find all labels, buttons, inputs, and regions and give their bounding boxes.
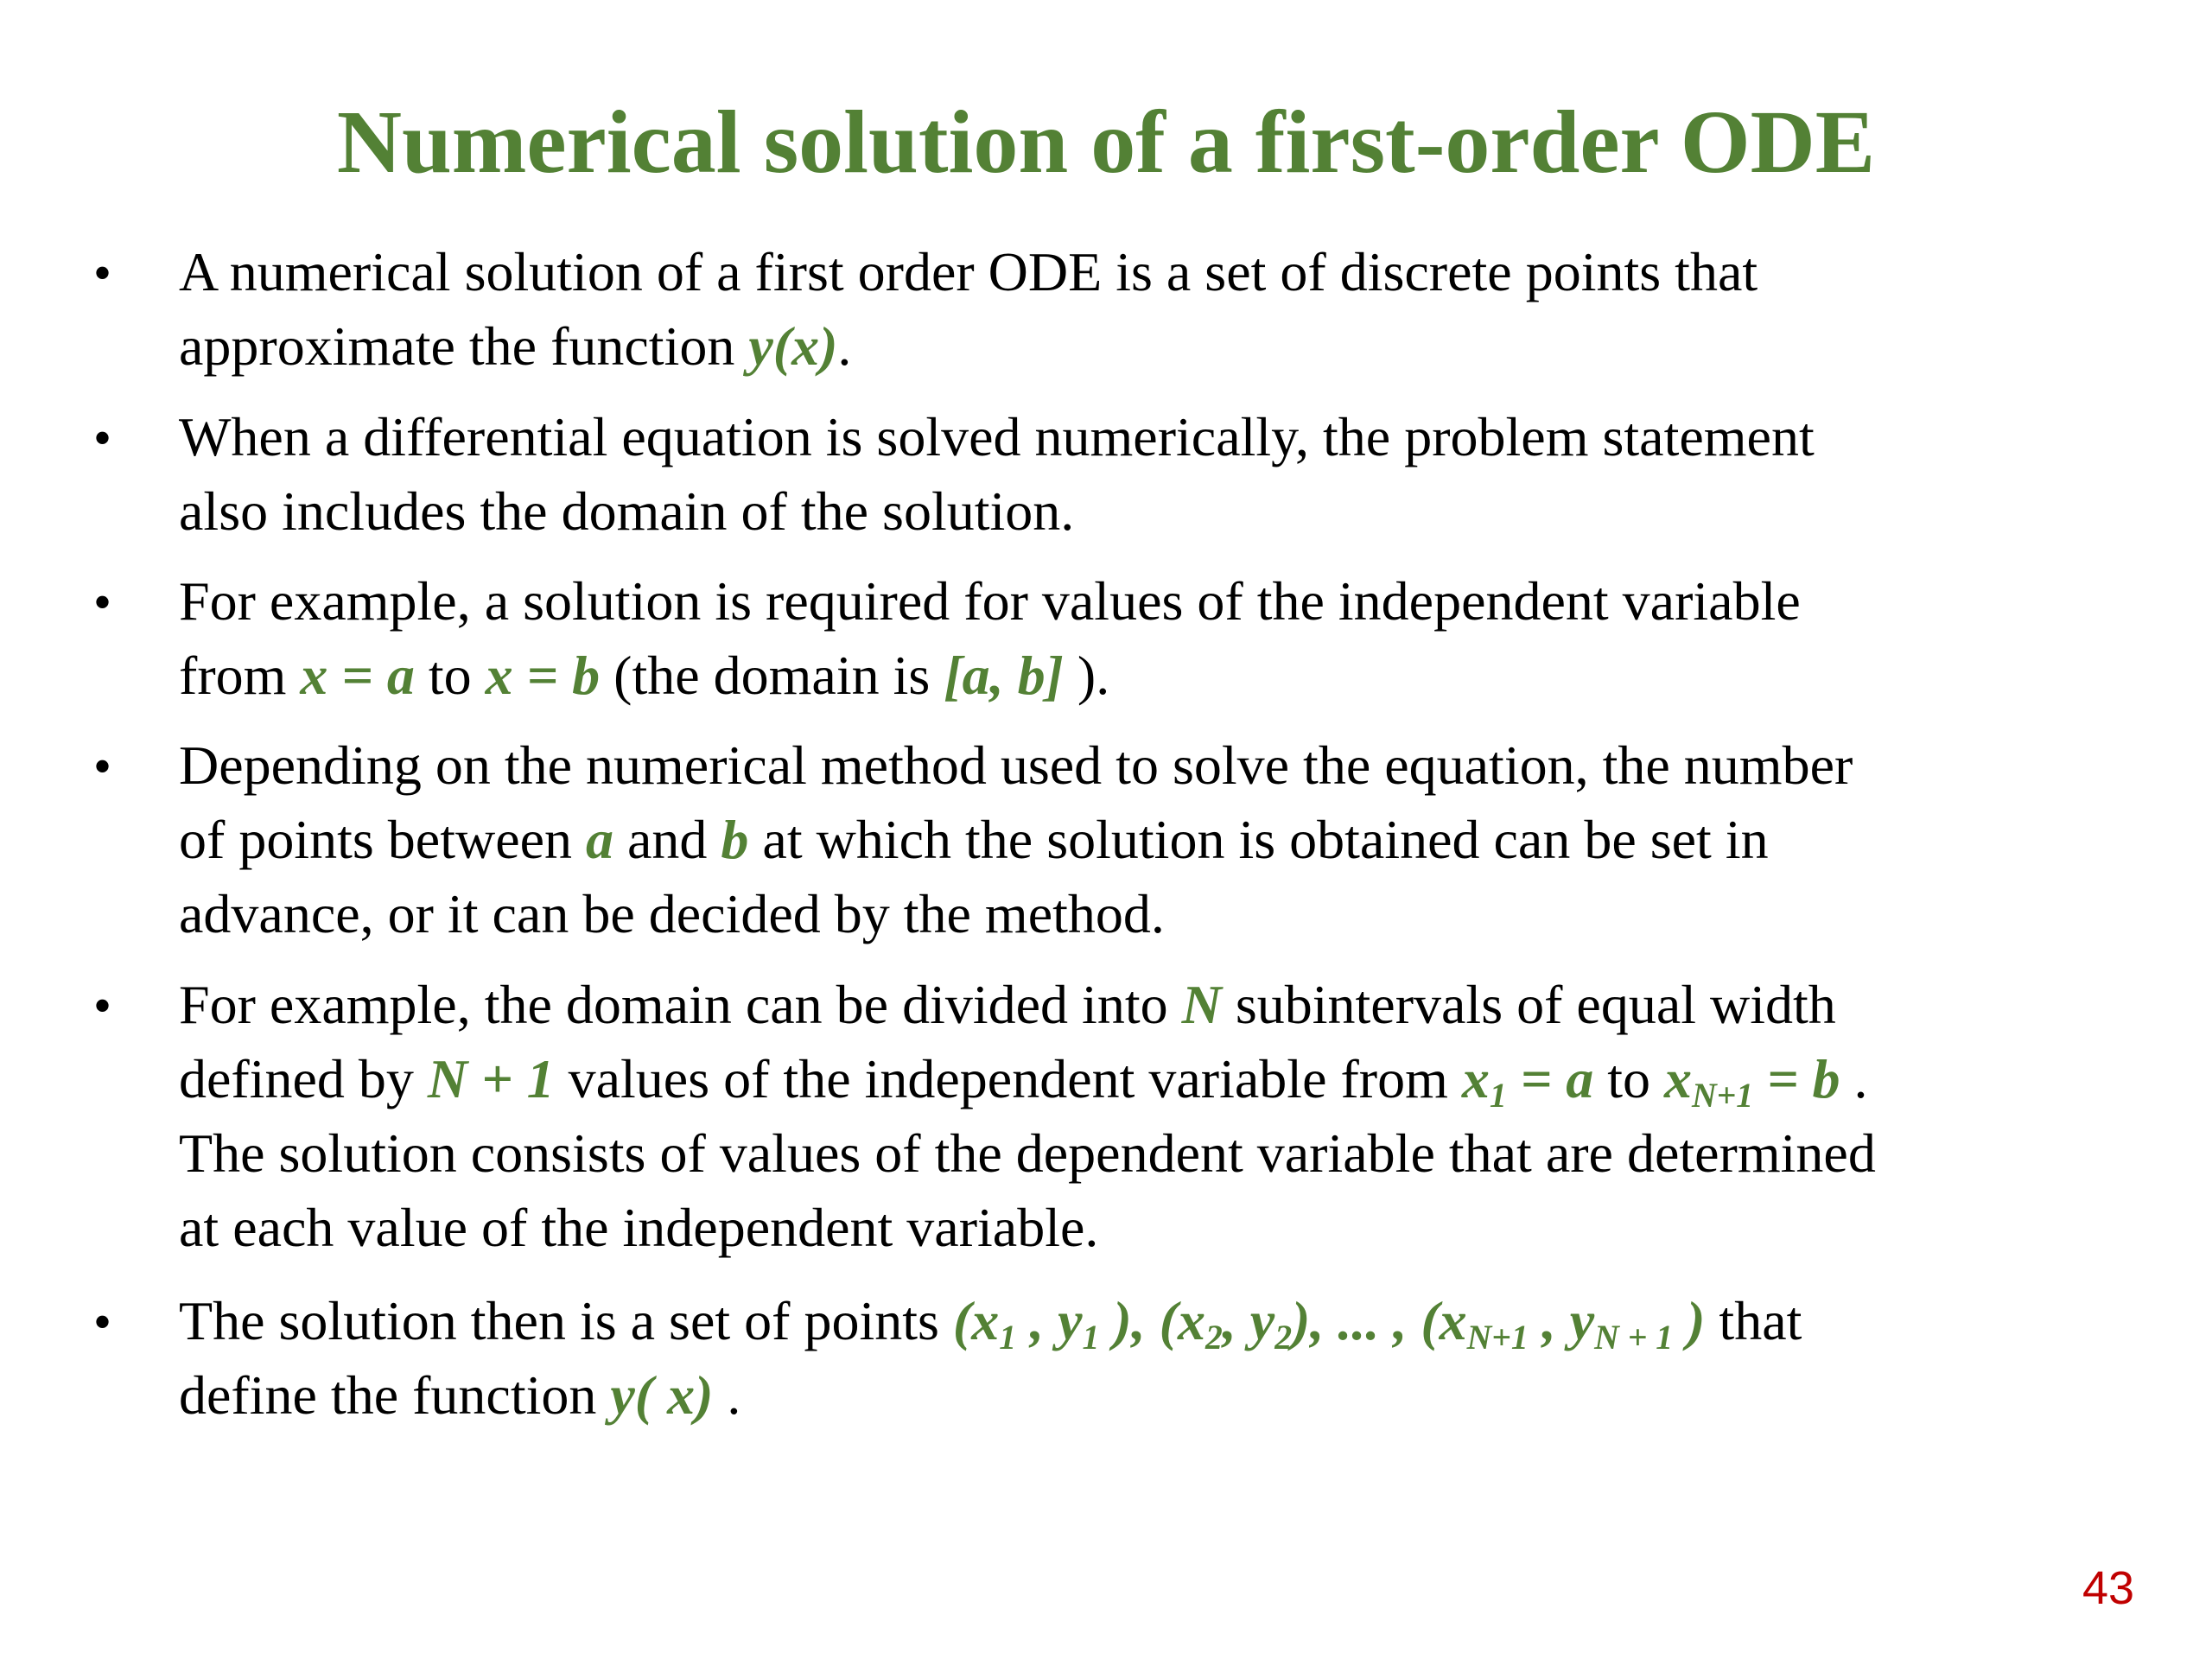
slide-title: Numerical solution of a first-order ODE [336,92,1876,192]
bullet-6-line-2 [179,1358,2114,1433]
bullet-5-text-to: to [1593,1048,1664,1109]
bullet-6-text-define: define the function [179,1364,611,1426]
math-point-subscript: 1 [999,1319,1017,1357]
bullet-4-line-3 [179,877,2114,951]
math-y-of-x-2: y( x) [610,1364,714,1426]
bullet-3-text-to: to [414,645,486,706]
math-point-subscript: 1 [1082,1319,1100,1357]
bullet-2-text: When a differential equation is solved numerically, the problem statement [179,406,1815,467]
math-point-part: ), ... , (x [1292,1290,1467,1351]
bullet-6-text-that: that [1705,1290,1802,1351]
math-xN1-base: x [1663,1048,1692,1109]
bullet-5-line-4 [179,1191,2114,1265]
bullet-5-text-cont: The solution consists of values of the dependent variable that are determined [179,1122,1876,1184]
bullet-4-text-and: and [613,809,721,870]
bullet-2-text-cont: also includes the domain of the solution. [179,480,1075,542]
bullet-6-line-1 [179,1284,2114,1358]
page-number: 43 [2082,1562,2135,1614]
math-point-part: (x [952,1290,1000,1351]
math-a: a [586,809,613,870]
math-N: N [1181,974,1222,1035]
math-point-set [952,1290,1706,1357]
bullet-4-text-of-points: of points between [179,809,586,870]
bullet-1-text-pre: approximate the function [179,315,749,377]
bullet-1-line-1 [179,235,2114,309]
bullet-5-line-3 [179,1116,2114,1191]
math-xN1-equals-b [1663,1048,1840,1116]
bullet-dot-icon: • [93,245,112,302]
bullet-4-line-2 [179,803,2114,877]
math-N-plus-1: N + 1 [427,1048,555,1109]
bullet-1-text-post: . [837,315,852,377]
math-point-subscript: 2 [1274,1319,1293,1357]
math-point-part: ) [1673,1290,1706,1351]
math-x1-rest: = a [1506,1048,1594,1109]
bullet-1-text: A numerical solution of a first order ODE is a set of discrete points that [179,241,1758,302]
math-point-part: ), (x [1099,1290,1205,1351]
bullet-4-text: Depending on the numerical method used to solve the equation, the number [179,734,1853,796]
bullet-5-line-2 [179,1042,2114,1116]
bullet-dot-icon: • [93,738,112,795]
bullet-4-text-rest: at which the solution is obtained can be set in [748,809,1769,870]
bullet-5-text-values: values of the independent variable from [554,1048,1462,1109]
math-point-part: , y [1222,1290,1275,1351]
bullet-6-text-end: . [713,1364,741,1426]
bullet-3-text-from: from [179,645,301,706]
math-point-subscript: 2 [1205,1319,1223,1357]
bullet-5-text-dot: . [1840,1048,1868,1109]
math-x1-base: x [1461,1048,1490,1109]
bullet-4-line-1 [179,728,2114,803]
bullet-dot-icon: • [93,1294,112,1351]
bullet-3-text-domain: (the domain is [600,645,944,706]
bullet-dot-icon: • [93,410,112,467]
bullet-5-text-post: subintervals of equal width [1221,974,1836,1035]
math-domain-interval: [a, b] [944,645,1064,706]
bullet-5-text-pre: For example, the domain can be divided into [179,974,1182,1035]
math-x1-subscript: 1 [1489,1077,1507,1116]
bullet-4-text-cont: advance, or it can be decided by the method. [179,883,1165,944]
bullet-5-text-defined: defined by [179,1048,428,1109]
bullet-2-line-1 [179,400,2114,474]
bullet-3-line-2 [179,639,2114,713]
bullet-dot-icon: • [93,574,112,631]
bullet-5-line-1 [179,968,2114,1042]
math-xN1-subscript: N+1 [1691,1077,1754,1116]
math-b: b [721,809,749,870]
math-point-subscript: N+1 [1466,1319,1529,1357]
math-xN1-rest: = b [1753,1048,1840,1109]
bullet-3-line-1 [179,564,2114,639]
bullet-5-text-cont-2: at each value of the independent variable. [179,1197,1099,1258]
math-x-equals-a: x = a [300,645,415,706]
bullet-3-text: For example, a solution is required for values of the independent variable [179,570,1801,632]
bullet-3-text-end: ). [1063,645,1110,706]
bullet-dot-icon: • [93,977,112,1034]
math-x-equals-b: x = b [485,645,601,706]
math-x1-equals-a [1461,1048,1594,1116]
bullet-6-text-pre: The solution then is a set of points [179,1290,953,1351]
math-point-subscript: N + 1 [1594,1319,1674,1357]
math-point-part: , y [1528,1290,1595,1351]
bullet-2-line-2 [179,474,2114,549]
math-y-of-x: y(x) [748,315,838,377]
bullet-1-line-2 [179,309,2114,384]
math-point-part: , y [1016,1290,1083,1351]
